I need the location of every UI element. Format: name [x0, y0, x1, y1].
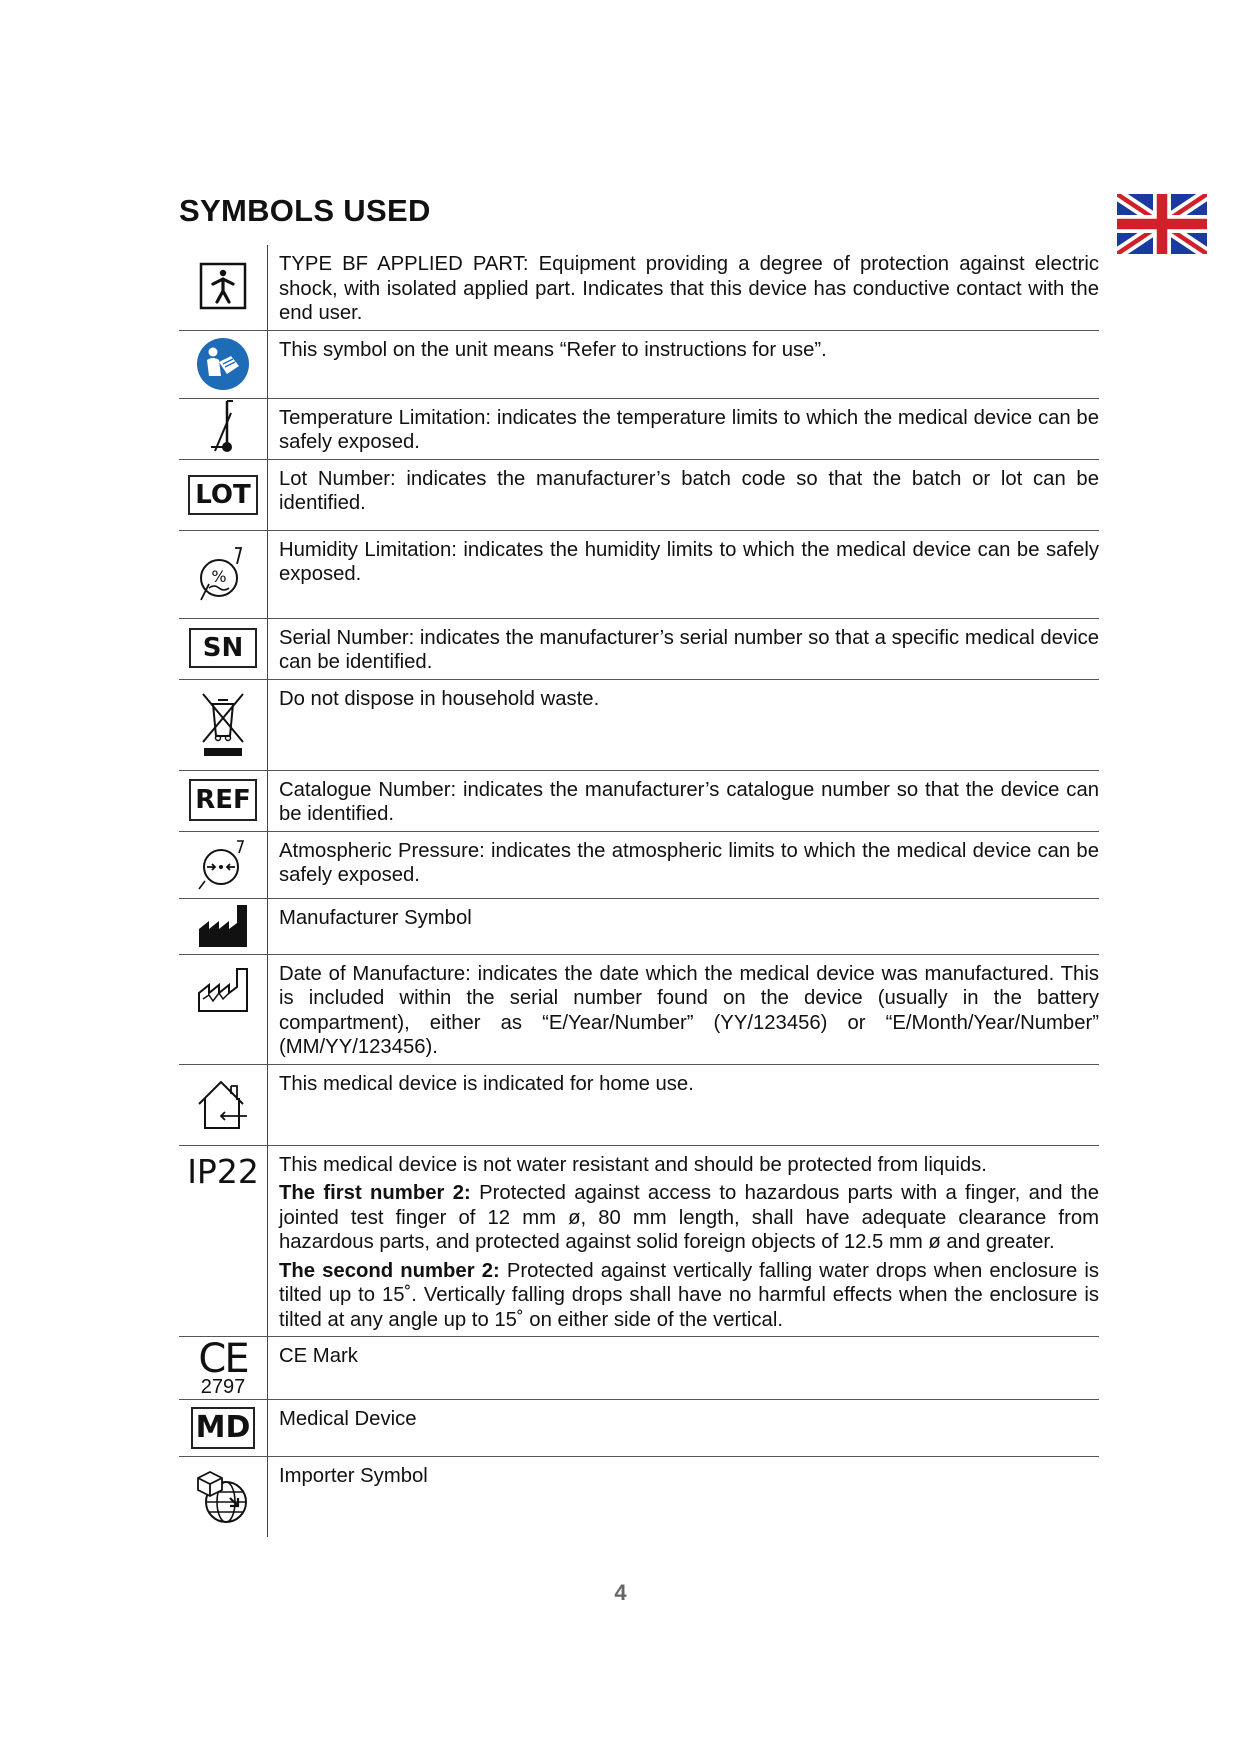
symbol-row: [179, 245, 1099, 330]
ip-first-number-paragraph: [279, 1181, 1099, 1255]
symbol-row: [179, 530, 1099, 618]
weee-bin-icon: [198, 690, 248, 760]
symbol-description: Temperature Limitation: indicates the temperature limits to which the medical device can be safely exposed.: [279, 406, 1099, 453]
ce-mark-icon: CE: [198, 1336, 248, 1382]
symbol-row: [179, 954, 1099, 1064]
symbol-description: Importer Symbol: [279, 1465, 428, 1487]
symbol-row: [179, 398, 1099, 459]
catalogue-number-icon: REF: [189, 779, 257, 821]
ip-second-number-text: Protected against vertically falling water drops when enclosure is tilted up to 15˚. Vertically falling drops shall have no harmful effects when the enclosure is tilted at any angle up to 15˚ on either side of the vertical.: [279, 1259, 1099, 1331]
symbol-row: [179, 618, 1099, 679]
medical-device-icon: MD: [191, 1407, 256, 1449]
symbol-description: Medical Device: [279, 1408, 417, 1430]
home-use-icon: [195, 1078, 251, 1132]
date-of-manufacture-icon: [197, 967, 249, 1013]
symbols-table: [179, 245, 1099, 1537]
symbol-row: [179, 831, 1099, 898]
symbol-row: [179, 679, 1099, 770]
symbol-description: This symbol on the unit means “Refer to instructions for use”.: [279, 338, 827, 361]
atmospheric-pressure-icon: [195, 837, 251, 893]
symbol-description: Date of Manufacture: indicates the date which the medical device was manufactured. This is included within the serial number found on the device (usually in the battery compartment), either as “E/Year/Number” (YY/123456) or “E/Month/Year/Number” (MM/YY/123456).: [279, 962, 1099, 1058]
symbol-description: This medical device is not water resistant and should be protected from liquids.: [279, 1153, 987, 1176]
serial-number-icon: SN: [189, 628, 258, 668]
symbol-description: Atmospheric Pressure: indicates the atmospheric limits to which the medical device can be safely exposed.: [279, 839, 1099, 886]
lot-number-icon: LOT: [188, 475, 257, 515]
ip-second-number-paragraph: [279, 1259, 1099, 1333]
humidity-limitation-icon: [195, 544, 251, 604]
refer-to-instructions-icon: [195, 336, 251, 392]
symbol-description: Lot Number: indicates the manufacturer’s batch code so that the batch or lot can be identified.: [279, 467, 1099, 514]
symbol-description: Do not dispose in household waste.: [279, 687, 600, 710]
symbol-description: Humidity Limitation: indicates the humidity limits to which the medical device can be safely exposed.: [279, 538, 1099, 585]
symbol-row: [179, 1400, 1099, 1457]
ip22-icon: IP22: [187, 1151, 259, 1191]
symbol-description: Manufacturer Symbol: [279, 906, 472, 929]
ip-second-number-label: The second number 2:: [279, 1259, 500, 1282]
symbol-description: CE Mark: [279, 1345, 358, 1367]
symbol-description: TYPE BF APPLIED PART: Equipment providing a degree of protection against electric shock, with isolated applied part. Indicates that this device has conductive contact with the end user.: [279, 253, 1099, 324]
page-number: 4: [614, 1580, 627, 1605]
importer-icon: [194, 1468, 252, 1526]
symbol-row: [179, 770, 1099, 831]
symbol-row: [179, 1337, 1099, 1400]
page-title: SYMBOLS USED: [179, 193, 431, 228]
symbol-row: [179, 898, 1099, 954]
symbol-description: Serial Number: indicates the manufacturer’s serial number so that a specific medical device can be identified.: [279, 626, 1099, 673]
symbol-row: [179, 1457, 1099, 1538]
ip-first-number-label: The first number 2:: [279, 1182, 471, 1204]
uk-flag-icon: [1117, 194, 1207, 254]
symbol-row: [179, 1145, 1099, 1337]
symbol-row: [179, 1064, 1099, 1145]
manufacturer-icon: [197, 903, 249, 949]
temperature-limitation-icon: [203, 399, 243, 455]
ce-notified-body-number: 2797: [200, 1376, 246, 1398]
symbol-row: [179, 459, 1099, 530]
symbol-description: Catalogue Number: indicates the manufacturer’s catalogue number so that the device can be identified.: [279, 778, 1099, 825]
ip-first-number-text: Protected against access to hazardous parts with a finger, and the jointed test finger of 12 mm ø, 80 mm length, shall have adequate clearance from hazardous parts, and protected against solid foreign objects of 12.5 mm ø and greater.: [279, 1182, 1099, 1253]
symbol-description: This medical device is indicated for home use.: [279, 1072, 694, 1095]
humidity-percent-label: %: [211, 567, 227, 586]
symbol-row: [179, 330, 1099, 398]
type-bf-applied-part-icon: [199, 262, 247, 310]
